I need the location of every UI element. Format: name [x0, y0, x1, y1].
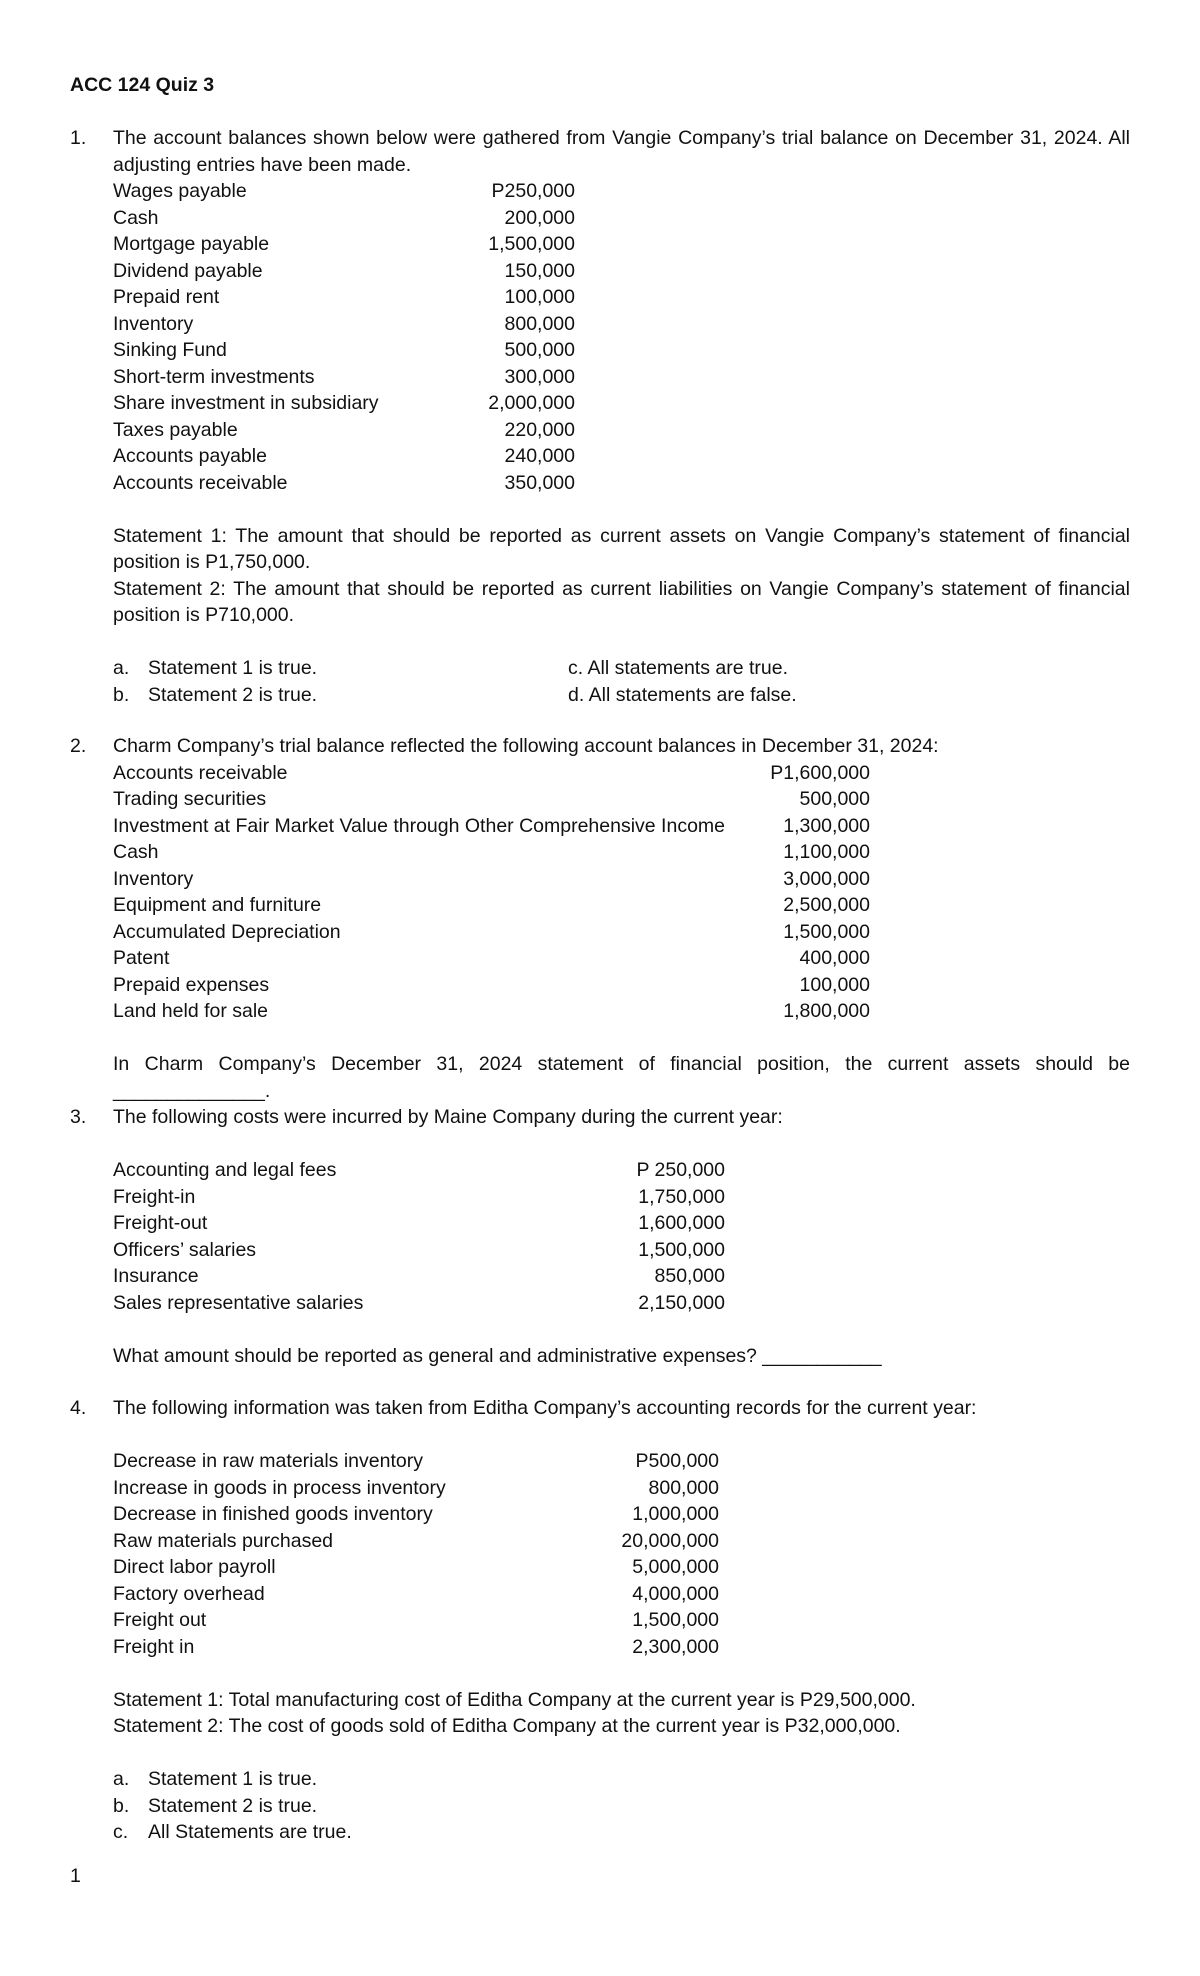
account-label: Prepaid rent	[113, 286, 220, 308]
account-label: Dividend payable	[113, 259, 263, 282]
question-prompt: In Charm Company’s December 31, 2024 statement of financial position, the current assets should be ______________.	[113, 1053, 1130, 1102]
account-amount: 150,000	[504, 259, 575, 282]
account-label: Mortgage payable	[113, 233, 270, 255]
account-label: Accounts receivable	[113, 761, 288, 784]
question-number: 3.	[70, 1106, 87, 1128]
account-label: Equipment and furniture	[113, 894, 322, 916]
account-amount: 2,000,000	[488, 392, 575, 414]
account-amount: 3,000,000	[783, 867, 870, 890]
account-row	[113, 1263, 725, 1290]
account-row	[113, 390, 575, 417]
question-number: 1.	[70, 127, 87, 149]
question-3	[70, 1104, 1130, 1369]
choice-label: a.	[113, 657, 130, 679]
account-label: Decrease in raw materials inventory	[113, 1450, 423, 1472]
account-row	[113, 205, 575, 232]
account-label: Prepaid expenses	[113, 973, 270, 996]
account-row	[113, 892, 870, 919]
account-label: Cash	[113, 841, 159, 863]
account-amount: 220,000	[504, 418, 575, 441]
account-amount: 800,000	[648, 1476, 719, 1499]
account-label: Trading securities	[113, 788, 267, 810]
account-row	[113, 470, 575, 497]
account-row	[113, 1290, 725, 1317]
account-label: Factory overhead	[113, 1582, 265, 1605]
account-label: Sinking Fund	[113, 339, 227, 361]
answer-choices	[113, 655, 1130, 708]
account-label: Increase in goods in process inventory	[113, 1476, 446, 1499]
account-amount: 4,000,000	[632, 1582, 719, 1605]
account-amount: 1,500,000	[488, 233, 575, 255]
account-label: Direct labor payroll	[113, 1556, 276, 1578]
account-row	[113, 364, 575, 391]
account-row	[113, 998, 870, 1025]
account-amount: 1,500,000	[638, 1238, 725, 1261]
question-intro: The account balances shown below were gathered from Vangie Company’s trial balance on December 31, 2024. All adjusting entries have been made.	[113, 127, 1130, 176]
choice-text: Statement 1 is true.	[148, 657, 318, 679]
account-row	[113, 1157, 725, 1184]
account-label: Insurance	[113, 1265, 199, 1287]
account-amount: 1,000,000	[632, 1503, 719, 1525]
account-row	[113, 945, 870, 972]
question-intro: Charm Company’s trial balance reflected the following account balances in December 31, 2024:	[113, 735, 939, 757]
account-label: Freight-in	[113, 1185, 196, 1208]
account-row	[113, 337, 575, 364]
account-row	[113, 1237, 725, 1264]
account-row	[113, 1634, 719, 1661]
account-amount: 500,000	[799, 788, 870, 810]
question-number: 4.	[70, 1397, 87, 1419]
document-title: ACC 124 Quiz 3	[70, 74, 215, 96]
statement-1: Statement 1: Total manufacturing cost of Editha Company at the current year is P29,500,000.	[113, 1688, 916, 1711]
account-amount: P250,000	[491, 180, 575, 202]
choice-b[interactable]	[113, 682, 317, 709]
account-label: Inventory	[113, 867, 194, 890]
account-amount: 1,500,000	[632, 1609, 719, 1631]
account-label: Accounts receivable	[113, 471, 288, 494]
choice-b[interactable]	[113, 1793, 1130, 1820]
account-amount: 850,000	[654, 1265, 725, 1287]
account-row	[113, 284, 575, 311]
account-label: Wages payable	[113, 180, 247, 202]
statement-1: Statement 1: The amount that should be reported as current assets on Vangie Company’s statement of financial position is P1,750,000.	[113, 524, 1130, 573]
choice-label: b.	[113, 1794, 130, 1817]
account-label: Inventory	[113, 312, 194, 335]
question-prompt: What amount should be reported as general and administrative expenses? ___________	[113, 1344, 882, 1367]
statement-2: Statement 2: The cost of goods sold of Editha Company at the current year is P32,000,000.	[113, 1715, 901, 1737]
account-amount: 1,800,000	[783, 1000, 870, 1022]
account-row	[113, 786, 870, 813]
account-amount: 5,000,000	[632, 1556, 719, 1578]
account-row	[113, 919, 870, 946]
account-row	[113, 417, 575, 444]
account-row	[113, 178, 575, 205]
choice-label: c.	[113, 1821, 129, 1843]
choice-text: All Statements are true.	[148, 1821, 352, 1843]
choice-text: Statement 2 is true.	[148, 683, 318, 706]
account-label: Land held for sale	[113, 1000, 269, 1022]
account-label: Officers’ salaries	[113, 1238, 257, 1261]
account-label: Accounts payable	[113, 445, 267, 467]
choice-label: a.	[113, 1768, 130, 1790]
page-number: 1	[70, 1865, 81, 1887]
account-amount: 2,300,000	[632, 1635, 719, 1658]
choice-text: c. All statements are true.	[568, 657, 789, 679]
account-label: Short-term investments	[113, 365, 315, 388]
account-amount: 300,000	[504, 365, 575, 388]
account-row	[113, 839, 870, 866]
costs-table	[113, 1157, 725, 1316]
account-amount: 800,000	[504, 312, 575, 335]
account-label: Freight out	[113, 1609, 207, 1631]
account-row	[113, 972, 870, 999]
account-amount: 240,000	[504, 445, 575, 467]
account-label: Cash	[113, 206, 159, 229]
account-row	[113, 1210, 725, 1237]
choice-c[interactable]	[568, 655, 788, 682]
account-label: Sales representative salaries	[113, 1291, 364, 1314]
account-amount: P1,600,000	[770, 761, 870, 784]
account-row	[113, 1581, 719, 1608]
question-1	[70, 125, 1130, 708]
account-label: Freight in	[113, 1635, 195, 1658]
choice-label: b.	[113, 683, 130, 706]
account-row	[113, 1528, 719, 1555]
statement-2: Statement 2: The amount that should be reported as current liabilities on Vangie Company’s statement of financial position is P710,000.	[113, 577, 1130, 626]
account-amount: P500,000	[635, 1450, 719, 1472]
account-amount: 1,500,000	[783, 920, 870, 943]
choice-a[interactable]	[113, 1766, 1130, 1793]
account-row	[113, 231, 575, 258]
account-label: Accumulated Depreciation	[113, 920, 341, 943]
account-row	[113, 258, 575, 285]
account-row	[113, 311, 575, 338]
account-amount: 2,150,000	[638, 1291, 725, 1314]
account-label: Accounting and legal fees	[113, 1159, 337, 1181]
account-label: Taxes payable	[113, 418, 238, 441]
account-amount: 1,100,000	[783, 841, 870, 863]
account-label: Investment at Fair Market Value through Other Comprehensive Income	[113, 814, 726, 837]
account-row	[113, 1607, 719, 1634]
account-amount: 2,500,000	[783, 894, 870, 916]
accounting-records-table	[113, 1448, 719, 1660]
account-row	[113, 1475, 719, 1502]
account-label: Raw materials purchased	[113, 1529, 334, 1552]
account-amount: 20,000,000	[621, 1529, 719, 1552]
account-row	[113, 1554, 719, 1581]
account-row	[113, 866, 870, 893]
account-amount: 1,600,000	[638, 1212, 725, 1234]
account-amount: P 250,000	[636, 1159, 725, 1181]
account-amount: 1,750,000	[638, 1185, 725, 1208]
account-row	[113, 443, 575, 470]
account-amount: 100,000	[504, 286, 575, 308]
account-label: Share investment in subsidiary	[113, 392, 379, 414]
choice-d[interactable]	[568, 682, 797, 709]
account-label: Patent	[113, 947, 170, 969]
account-row	[113, 760, 870, 787]
question-intro: The following costs were incurred by Maine Company during the current year:	[113, 1106, 783, 1128]
choice-text: Statement 2 is true.	[148, 1794, 318, 1817]
answer-choices	[113, 1766, 1130, 1846]
choice-c[interactable]	[113, 1819, 1130, 1846]
choice-text: d. All statements are false.	[568, 683, 797, 706]
account-amount: 400,000	[799, 947, 870, 969]
account-amount: 1,300,000	[783, 814, 870, 837]
account-amount: 350,000	[504, 471, 575, 494]
account-label: Freight-out	[113, 1212, 208, 1234]
question-intro: The following information was taken from Editha Company’s accounting records for the current year:	[113, 1397, 977, 1419]
account-row	[113, 1448, 719, 1475]
question-4	[70, 1395, 1130, 1846]
account-balances-table	[113, 178, 575, 496]
account-row	[113, 1501, 719, 1528]
account-balances-table	[113, 760, 870, 1025]
choice-a[interactable]	[113, 655, 317, 682]
account-amount: 200,000	[504, 206, 575, 229]
account-label: Decrease in finished goods inventory	[113, 1503, 433, 1525]
account-amount: 100,000	[799, 973, 870, 996]
question-number: 2.	[70, 735, 87, 757]
account-row	[113, 1184, 725, 1211]
account-row	[113, 813, 870, 840]
account-amount: 500,000	[504, 339, 575, 361]
choice-text: Statement 1 is true.	[148, 1768, 318, 1790]
question-2	[70, 733, 1130, 1104]
